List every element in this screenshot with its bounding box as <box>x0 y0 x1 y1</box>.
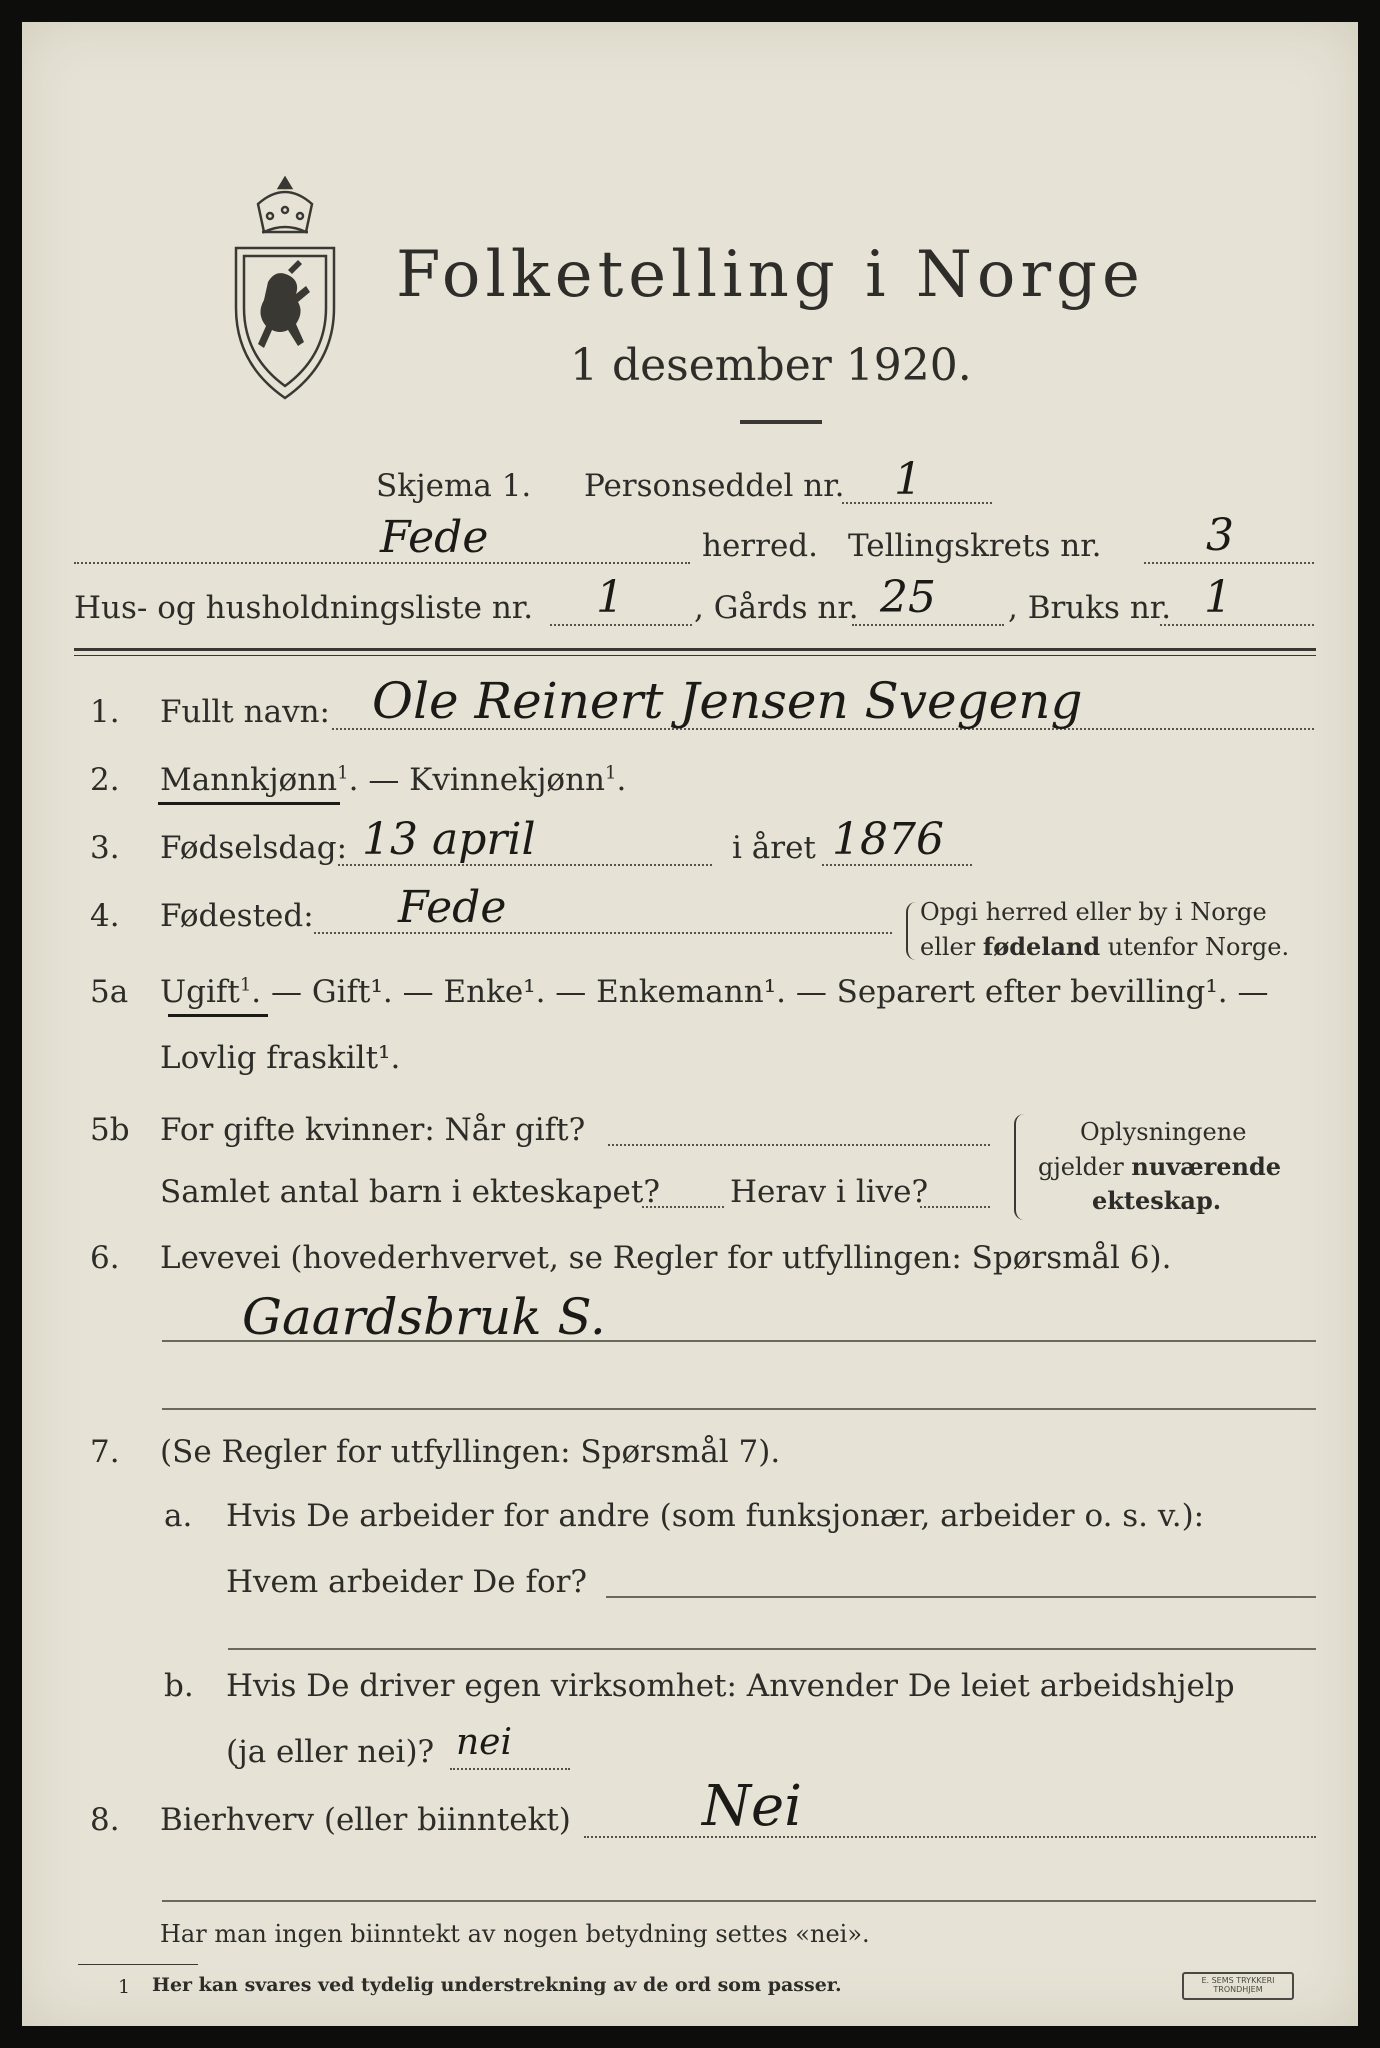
footnote-rule <box>78 1964 198 1965</box>
q4-number: 4. <box>90 898 120 934</box>
gards-value: 25 <box>880 572 936 623</box>
q7b-line <box>450 1768 570 1770</box>
q7b-label-2: (ja eller nei)? <box>226 1734 435 1770</box>
q5b-note-1: Oplysningene <box>1080 1118 1247 1146</box>
q2-options: Mannkjønn$^1$. — Kvinnekjønn$^1$. <box>160 762 627 798</box>
tellingskrets-label: Tellingskrets nr. <box>848 528 1102 564</box>
q5a-line2: Lovlig fraskilt¹. <box>160 1040 401 1076</box>
footnote-text: Her kan svares ved tydelig understrekning av de ord som passer. <box>152 1974 842 1996</box>
personseddel-value: 1 <box>894 454 922 505</box>
form-title: Folketelling i Norge <box>396 238 1145 312</box>
q7a-label-2: Hvem arbeider De for? <box>226 1564 588 1600</box>
gards-line <box>852 624 1004 626</box>
q5b-children-line <box>642 1206 724 1208</box>
bruks-label: , Bruks nr. <box>1008 590 1172 626</box>
q7-number: 7. <box>90 1434 120 1470</box>
footnote-mark: 1 <box>118 1976 131 1998</box>
hus-value: 1 <box>596 572 624 623</box>
q5a-options: Ugift$^1$. — Gift¹. — Enke¹. — Enkemann¹. — Separert efter bevilling¹. — <box>160 974 1269 1010</box>
q5b-brace <box>1014 1114 1028 1220</box>
q7-label: (Se Regler for utfyllingen: Spørsmål 7). <box>160 1434 781 1470</box>
q6-line-1 <box>162 1340 1316 1342</box>
q5b-married-line <box>608 1144 990 1146</box>
herred-value: Fede <box>380 512 489 563</box>
q5b-number: 5b <box>90 1112 130 1148</box>
tellingskrets-value: 3 <box>1206 510 1234 561</box>
q1-value: Ole Reinert Jensen Svegeng <box>372 672 1083 730</box>
q3-year-label: i året <box>732 830 816 866</box>
personseddel-label: Personseddel nr. <box>584 468 845 504</box>
q6-number: 6. <box>90 1240 120 1276</box>
q5b-note-3: ekteskap. <box>1092 1186 1222 1215</box>
q7a-label-1: Hvis De arbeider for andre (som funksjonær, arbeider o. s. v.): <box>226 1498 1205 1534</box>
herred-label: herred. <box>702 528 818 564</box>
q3-value: 13 april <box>362 814 536 865</box>
norwegian-coat-of-arms-icon <box>228 174 342 406</box>
q5b-label-3: Herav i live? <box>730 1174 929 1210</box>
q2-male-underline <box>158 802 340 805</box>
q3-year-value: 1876 <box>832 814 944 865</box>
q1-label: Fullt navn: <box>160 694 330 730</box>
census-form-page <box>22 22 1358 2026</box>
q4-value: Fede <box>398 882 507 933</box>
hus-label: Hus- og husholdningsliste nr. <box>74 590 534 626</box>
q4-note-1: Opgi herred eller by i Norge <box>920 898 1267 926</box>
q3-number: 3. <box>90 830 120 866</box>
q6-label: Levevei (hovederhvervet, se Regler for utfyllingen: Spørsmål 6). <box>160 1240 1172 1276</box>
tellingskrets-line <box>1144 562 1314 564</box>
q5b-label-1: For gifte kvinner: Når gift? <box>160 1112 586 1148</box>
q6-line-2 <box>162 1408 1316 1410</box>
q8-line <box>584 1836 1316 1838</box>
q8-value: Nei <box>702 1774 803 1839</box>
q2-number: 2. <box>90 762 120 798</box>
q5a-ugift: Ugift <box>160 974 240 1010</box>
bruks-line <box>1160 624 1314 626</box>
q8-number: 8. <box>90 1802 120 1838</box>
q1-number: 1. <box>90 694 120 730</box>
q2-female: . — Kvinnekjønn <box>348 762 606 798</box>
q4-label: Fødested: <box>160 898 314 934</box>
header-rule-bottom <box>74 655 1316 656</box>
printer-stamp: E. SEMS TRYKKERI TRONDHJEM <box>1182 1972 1294 2000</box>
q5a-number: 5a <box>90 974 129 1010</box>
q5a-ugift-underline <box>168 1014 268 1017</box>
q4-brace <box>906 902 918 960</box>
q8-line-2 <box>162 1900 1316 1902</box>
q5a-others: . — Gift¹. — Enke¹. — Enkemann¹. — Separert efter bevilling¹. — <box>251 974 1269 1010</box>
form-date: 1 desember 1920. <box>570 340 972 391</box>
header-rule-top <box>74 648 1316 651</box>
gards-label: , Gårds nr. <box>694 590 859 626</box>
hus-line <box>550 624 692 626</box>
skjema-label: Skjema 1. <box>376 468 532 504</box>
q3-label: Fødselsdag: <box>160 830 348 866</box>
q2-male: Mannkjønn <box>160 762 338 798</box>
q5b-note-2: gjelder nuværende <box>1038 1152 1282 1181</box>
q5b-label-2: Samlet antal barn i ekteskapet? <box>160 1174 660 1210</box>
q6-value: Gaardsbruk S. <box>242 1288 606 1346</box>
q4-note-2: eller fødeland utenfor Norge. <box>920 932 1290 961</box>
title-divider <box>740 420 822 424</box>
footer-note: Har man ingen biinntekt av nogen betydning settes «nei». <box>160 1920 870 1948</box>
q7a-letter: a. <box>164 1498 193 1534</box>
q7b-label-1: Hvis De driver egen virksomhet: Anvender De leiet arbeidshjelp <box>226 1668 1235 1704</box>
q7b-value: nei <box>456 1722 513 1763</box>
q7a-line-2 <box>228 1648 1316 1650</box>
bruks-value: 1 <box>1204 572 1232 623</box>
q8-label: Bierhverv (eller biinntekt) <box>160 1802 571 1838</box>
q7a-line-1 <box>606 1596 1316 1598</box>
q7b-letter: b. <box>164 1668 194 1704</box>
q5b-alive-line <box>920 1206 990 1208</box>
